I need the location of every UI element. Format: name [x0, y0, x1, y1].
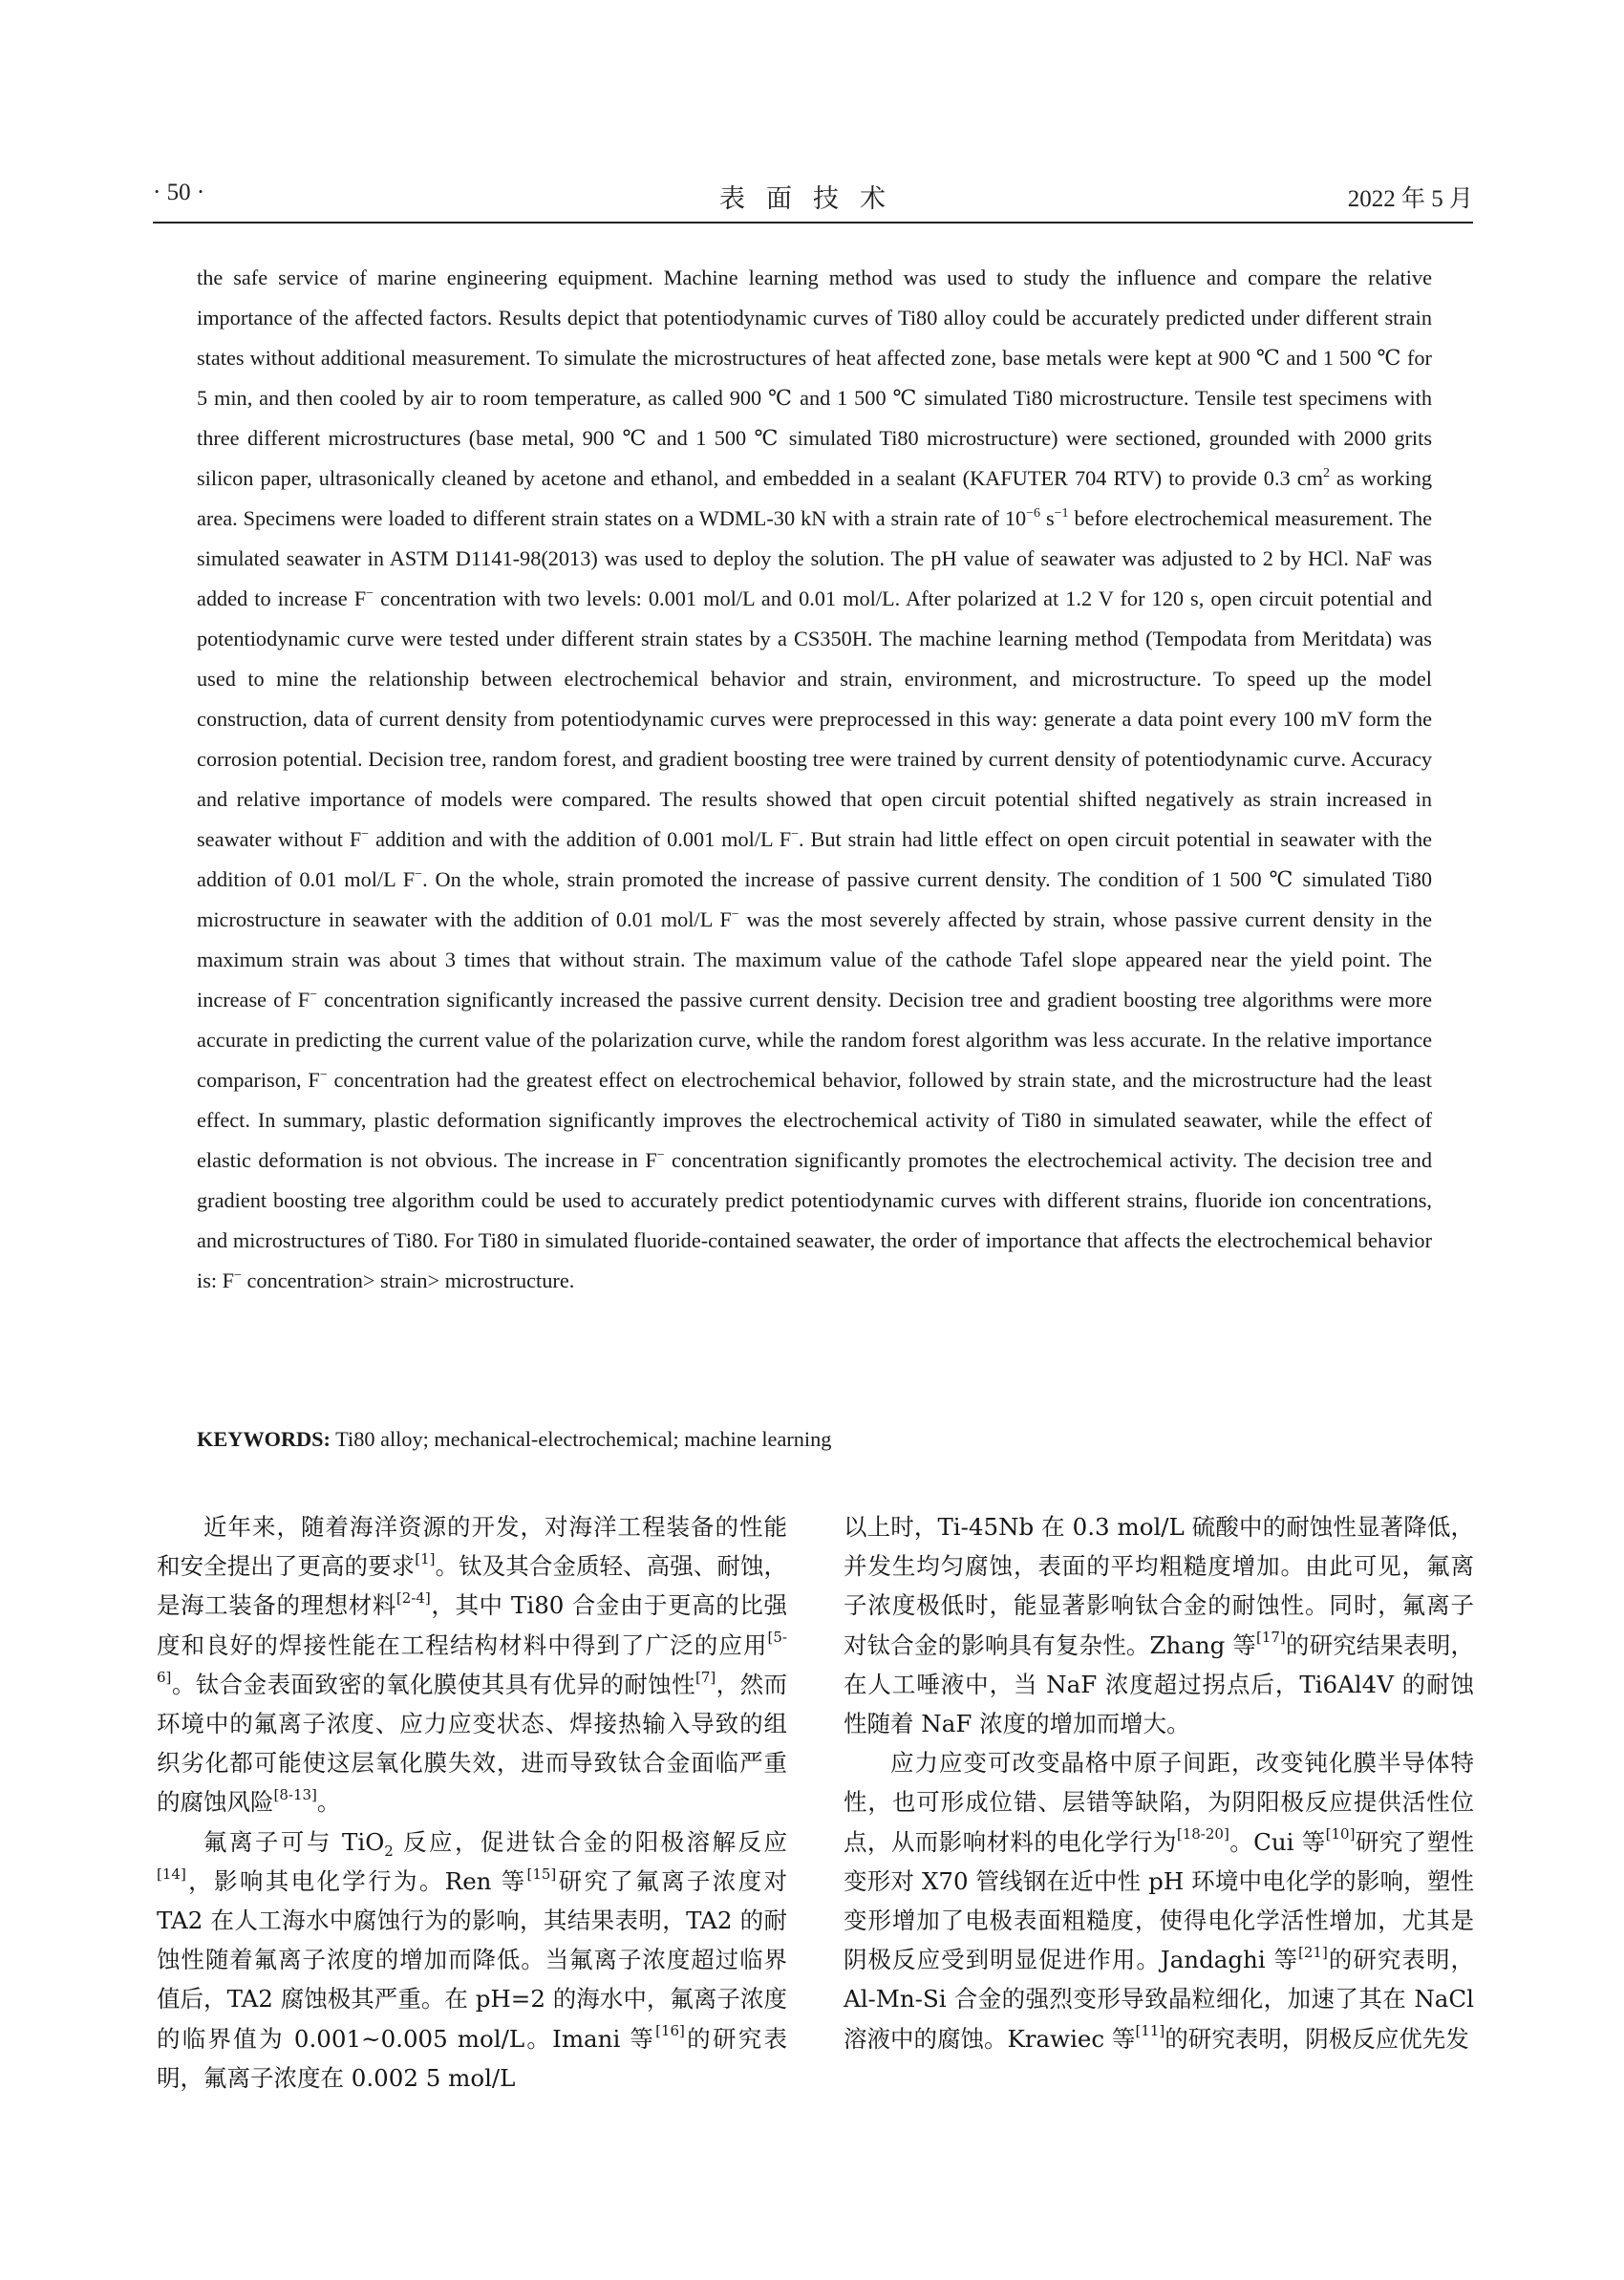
body-text: 。Cui 等 — [1229, 1827, 1326, 1856]
abstract-text: . On the whole, strain promoted the increase of passive current density. The condition of 1 500 ℃ simulated Ti80 microstructure in seawater with the addition of 0.01 mol/L F — [197, 867, 1432, 931]
running-header — [153, 178, 1473, 216]
superscript: − — [731, 906, 739, 922]
abstract-text: . But strain had little effect on open circuit potential in seawater with the addition of 0.01 mol/L F — [197, 827, 1432, 891]
abstract — [197, 258, 1432, 1301]
body-paragraph — [157, 1822, 787, 2098]
body-paragraph — [844, 1507, 1474, 1743]
superscript: −1 — [1054, 505, 1069, 521]
citation: [18-20] — [1176, 1825, 1229, 1843]
citation: [2-4] — [395, 1589, 431, 1608]
citation: [21] — [1298, 1944, 1328, 1962]
citation: [1] — [415, 1550, 436, 1568]
abstract-text: s — [1040, 506, 1055, 530]
superscript: − — [791, 826, 800, 842]
subscript: 2 — [384, 1842, 394, 1860]
citation: [8-13] — [273, 1786, 317, 1804]
body-text: 以上时，Ti-45Nb 在 0.3 mol/L 硫酸中的耐蚀性显著降低，并发生均匀腐蚀，表面的平均粗糙度增加。由此可见，氟离子浓度极低时，能显著影响钛合金的耐蚀性。同时，氟离子对钛合金的影响具有复杂性。Zhang 等 — [844, 1513, 1474, 1659]
body-paragraph — [844, 1743, 1474, 2058]
body-text: 的研究结果表明，在人工唾液中，当 NaF 浓度超过拐点后，Ti6Al4V 的耐蚀性随着 NaF 浓度的增加而增大。 — [844, 1630, 1474, 1738]
abstract-text: addition and with the addition of 0.001 mol/L F — [369, 827, 792, 851]
body-text: ，影响其电化学行为。Ren 等 — [185, 1866, 527, 1895]
abstract-text: the safe service of marine engineering equipment. Machine learning method was used to study the influence and compare the relative importance of the affected factors. Results depict that potentiodynamic curves of Ti80 alloy could be accurately predicted under different strain states without additional measurement. To simulate the microstructures of heat affected zone, base metals were kept at 900 ℃ and 1 500 ℃ for 5 min, and then cooled by air to room temperature, as called 900 ℃ and 1 500 ℃ simulated Ti80 microstructure. Tensile test specimens with three different microstructures (base metal, 900 ℃ and 1 500 ℃ simulated Ti80 microstructure) were sectioned, grounded with 2000 grits silicon paper, ultrasonically cleaned by acetone and ethanol, and embedded in a sealant (KAFUTER 704 RTV) to provide 0.3 cm — [197, 266, 1432, 490]
body-text: 研究了氟离子浓度对 TA2 在人工海水中腐蚀行为的影响，其结果表明，TA2 的耐蚀性随着氟离子浓度的增加而降低。当氟离子浓度超过临界值后，TA2 腐蚀极其严重。在 pH=2 的海水中，氟离子浓度的临界值为 0.001~0.005 mol/L。Imani 等 — [157, 1866, 788, 2053]
superscript: 2 — [1322, 465, 1330, 480]
citation: [16] — [655, 2022, 685, 2040]
body-text: ，其中 Ti80 合金由于更高的比强度和良好的焊接性能在工程结构材料中得到了广泛的应用 — [157, 1591, 787, 1659]
superscript: − — [234, 1268, 242, 1283]
abstract-text: concentration had the greatest effect on electrochemical behavior, followed by strain state, and the microstructure had the least effect. In summary, plastic deformation significantly improves the electrochemical activity of Ti80 in simulated seawater, while the effect of elastic deformation is not obvious. The increase in F — [197, 1068, 1432, 1172]
citation: [14] — [157, 1864, 186, 1883]
body-text: 的研究表明，Al-Mn-Si 合金的强烈变形导致晶粒细化，加速了其在 NaCl 溶液中的腐蚀。Krawiec 等 — [844, 1946, 1475, 2053]
issue-date: 2022 年 5 月 — [1347, 186, 1473, 212]
citation: [17] — [1255, 1629, 1286, 1647]
superscript: − — [310, 987, 318, 1002]
page-number: · 50 · — [153, 180, 205, 205]
abstract-text: concentration significantly increased the passive current density. Decision tree and gradient boosting tree algorithms were more accurate in predicting the current value of the polarization curve, while the random forest algorithm was less accurate. In the relative importance comparison, F — [197, 988, 1432, 1092]
abstract-text: concentration significantly promotes the electrochemical activity. The decision tree and gradient boosting tree algorithm could be used to accurately predict potentiodynamic curves with different strains, fluoride ion concentrations, and microstructures of Ti80. For Ti80 in simulated fluoride-contained seawater, the order of importance that affects the electrochemical behavior is: F — [197, 1148, 1432, 1292]
citation: [10] — [1325, 1825, 1356, 1843]
superscript: −6 — [1026, 505, 1041, 521]
body-text: 应力应变可改变晶格中原子间距，改变钝化膜半导体特性，也可形成位错、层错等缺陷，为阴阳极反应提供活性位点，从而影响材料的电化学行为 — [844, 1749, 1474, 1856]
superscript: − — [366, 586, 374, 601]
superscript: − — [361, 826, 370, 842]
abstract-text: was the most severely affected by strain, whose passive current density in the maximum strain was about 3 times that without strain. The maximum value of the cathode Tafel slope appeared near the yield point. The increase of F — [197, 907, 1432, 1012]
keywords — [197, 1419, 1432, 1460]
body-column-right — [844, 1507, 1474, 2058]
body-text: 。钛及其合金质轻、高强、耐蚀，是海工装备的理想材料 — [157, 1552, 788, 1620]
citation: [7] — [695, 1668, 716, 1686]
citation: [11] — [1135, 2022, 1165, 2040]
journal-title: 表面技术 — [719, 184, 907, 213]
body-text: 近年来，随着海洋资源的开发，对海洋工程装备的性能和安全提出了更高的要求 — [157, 1513, 787, 1581]
superscript: − — [319, 1067, 328, 1082]
body-text: 反应，促进钛合金的阳极溶解反应 — [393, 1827, 787, 1856]
body-text: 的研究表明，阴极反应优先发 — [1165, 2024, 1469, 2053]
body-text: 的研究表明，氟离子浓度在 0.002 5 mol/L — [157, 2024, 787, 2092]
body-paragraph — [157, 1507, 787, 1822]
keywords-text: Ti80 alloy; mechanical-electrochemical; machine learning — [331, 1427, 832, 1451]
superscript: − — [656, 1147, 665, 1162]
body-text: 。 — [316, 1788, 341, 1817]
abstract-text: concentration with two levels: 0.001 mol/L and 0.01 mol/L. After polarized at 1.2 V for 120 s, open circuit potential and potentiodynamic curve were tested under different strain states by a CS350H. The machine learning method (Tempodata from Meritdata) was used to mine the relationship between electrochemical behavior and strain, environment, and microstructure. To speed up the model construction, data of current density from potentiodynamic curves were preprocessed in this way: generate a data point every 100 mV form the corrosion potential. Decision tree, random forest, and gradient boosting tree were trained by current density of potentiodynamic curve. Accuracy and relative importance of models were compared. The results showed that open circuit potential shifted negatively as strain increased in seawater without F — [197, 586, 1432, 851]
abstract-text: concentration> strain> microstructure. — [241, 1268, 575, 1292]
body-text: 。钛合金表面致密的氧化膜使其具有优异的耐蚀性 — [171, 1670, 695, 1698]
body-text: 研究了塑性变形对 X70 管线钢在近中性 pH 环境中电化学的影响，塑性变形增加了电极表面粗糙度，使得电化学活性增加，尤其是阴极反应受到明显促进作用。Jandaghi 等 — [844, 1827, 1475, 1974]
abstract-text: before electrochemical measurement. The simulated seawater in ASTM D1141-98(2013) was used to deploy the solution. The pH value of seawater was adjusted to 2 by HCl. NaF was added to increase F — [197, 506, 1432, 610]
header-rule — [153, 222, 1473, 224]
body-column-left — [157, 1507, 787, 2098]
abstract-text: as working area. Specimens were loaded to different strain states on a WDML-30 kN with a strain rate of 10 — [197, 466, 1432, 530]
keywords-label: KEYWORDS: — [197, 1427, 331, 1451]
body-text: ，然而环境中的氟离子浓度、应力应变状态、焊接热输入导致的组织劣化都可能使这层氧化膜失效，进而导致钛合金面临严重的腐蚀风险 — [157, 1670, 788, 1817]
citation: [5-6] — [157, 1629, 787, 1686]
body-text: 氟离子可与 TiO — [203, 1827, 385, 1856]
superscript: − — [415, 866, 423, 882]
citation: [15] — [526, 1864, 557, 1883]
